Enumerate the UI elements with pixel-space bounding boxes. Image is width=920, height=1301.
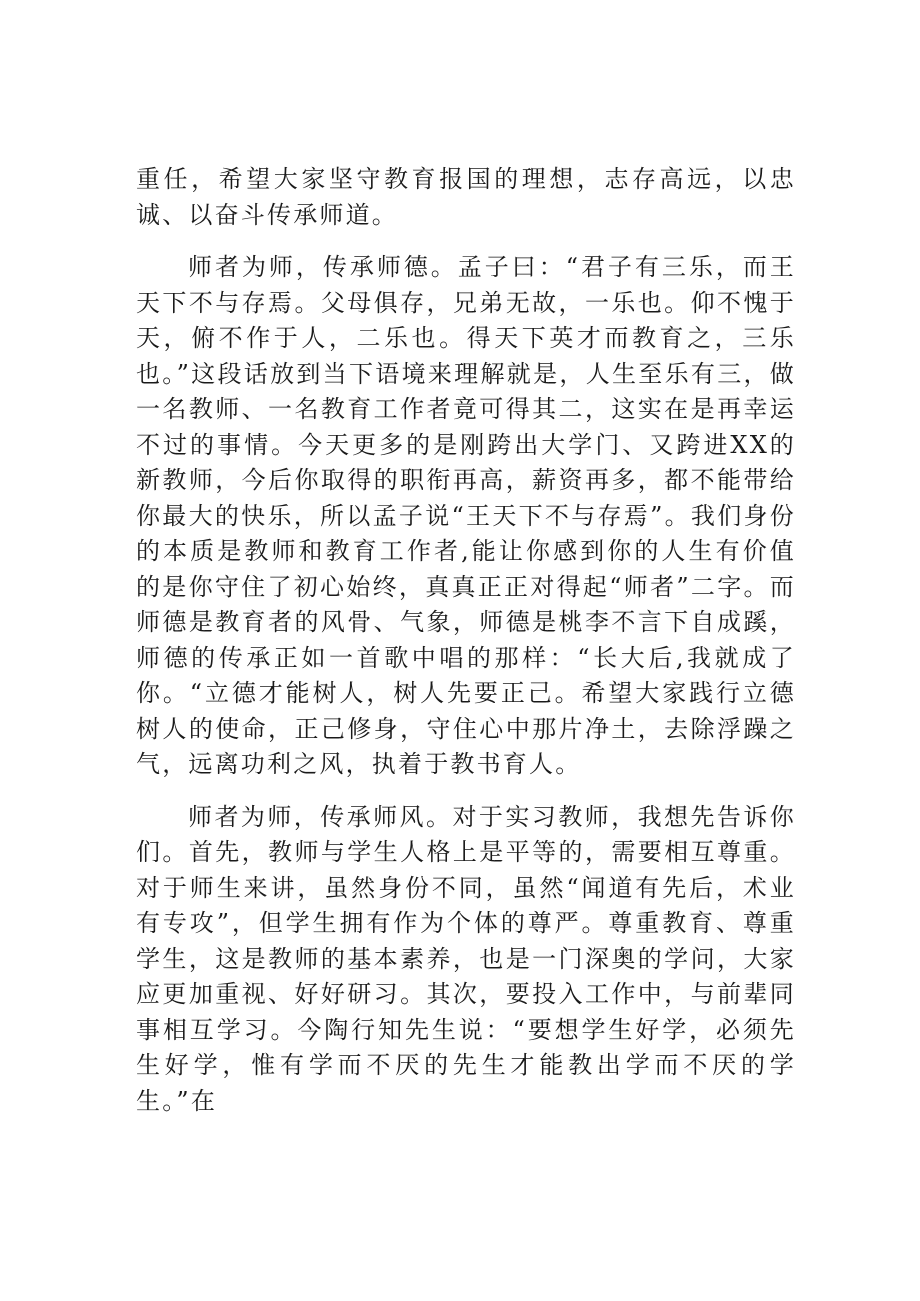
document-body [136, 162, 796, 1136]
paragraph-teacher-style: 师者为师，传承师风。对于实习教师，我想先告诉你们。首先，教师与学生人格上是平等的，需要相互尊重。对于师生来讲，虽然身份不同，虽然“闻道有先后，术业有专攻”，但学生拥有作为个体的尊严。尊重教育、尊重学生，这是教师的基本素养，也是一门深奥的学问，大家应更加重视、好好研习。其次，要投入工作中，与前辈同事相互学习。今陶行知先生说：“要想学生好学，必须先生好学，惟有学而不厌的先生才能教出学而不厌的学生。”在 [136, 802, 796, 1115]
paragraph-teacher-ethics: 师者为师，传承师德。孟子曰：“君子有三乐，而王天下不与存焉。父母俱存，兄弟无故，一乐也。仰不愧于天，俯不作于人，二乐也。得天下英才而教育之，三乐也。”这段话放到当下语境来理解就是，人生至乐有三，做一名教师、一名教育工作者竟可得其二，这实在是再幸运不过的事情。今天更多的是刚跨出大学门、又跨进XX的新教师，今后你取得的职衔再高，薪资再多，都不能带给你最大的快乐，所以孟子说“王天下不与存焉”。我们身份的本质是教师和教育工作者,能让你感到你的人生有价值的是你守住了初心始终，真真正正对得起“师者”二字。而师德是教育者的风骨、气象，师德是桃李不言下自成蹊，师德的传承正如一首歌中唱的那样：“长大后,我就成了你。“立德才能树人，树人先要正己。希望大家践行立德树人的使命，正己修身，守住心中那片净土，去除浮躁之气，远离功利之风，执着于教书育人。 [136, 253, 796, 778]
paragraph-continuation: 重任，希望大家坚守教育报国的理想，志存高远，以忠诚、以奋斗传承师道。 [136, 165, 796, 229]
